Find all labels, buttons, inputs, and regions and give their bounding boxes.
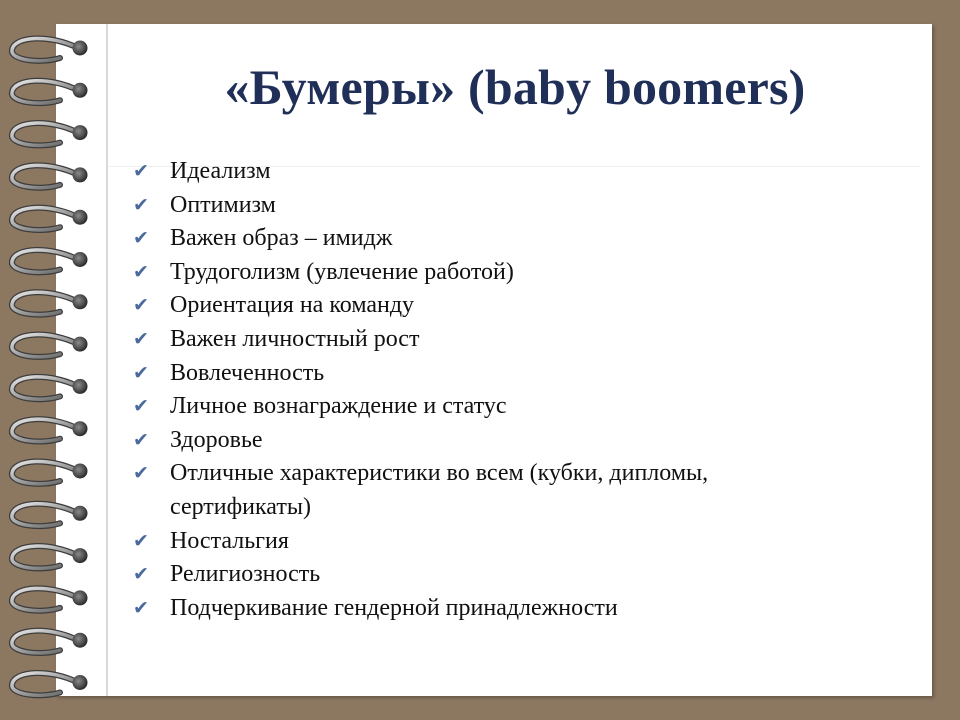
spiral-ring <box>12 377 88 399</box>
checkmark-icon: ✔ <box>133 193 149 216</box>
list-item-text: Важен образ – имидж <box>170 225 393 252</box>
spiral-ring <box>12 81 88 103</box>
list-item-text: Личное вознаграждение и статус <box>170 393 507 420</box>
list-item-text: Здоровье <box>170 426 263 453</box>
spiral-ring <box>12 631 88 653</box>
spiral-ring <box>12 165 88 187</box>
spiral-ring <box>12 504 88 526</box>
list-item <box>133 289 823 323</box>
list-item <box>133 390 823 424</box>
checkmark-icon: ✔ <box>133 361 149 384</box>
list-item <box>133 457 823 524</box>
checkmark-icon: ✔ <box>133 395 149 418</box>
checkmark-icon: ✔ <box>133 227 149 250</box>
list-item <box>133 558 823 592</box>
list-item-text: Ориентация на команду <box>170 292 415 319</box>
list-item <box>133 222 823 256</box>
list-item <box>133 592 823 626</box>
checkmark-icon: ✔ <box>133 529 149 552</box>
slide-title: «Бумеры» (baby boomers) <box>224 59 806 115</box>
spiral-ring <box>12 292 88 314</box>
checkmark-icon: ✔ <box>133 260 149 283</box>
spiral-ring <box>12 546 88 568</box>
list-item <box>133 189 823 223</box>
checkmark-icon: ✔ <box>133 294 149 317</box>
spiral-ring <box>12 335 88 357</box>
list-item <box>133 424 823 458</box>
spiral-ring <box>12 250 88 272</box>
list-item-text: Оптимизм <box>170 191 276 218</box>
spiral-ring <box>12 588 88 610</box>
checkmark-icon: ✔ <box>133 428 149 451</box>
list-item <box>133 323 823 357</box>
spiral-ring <box>12 208 88 230</box>
list-item-text: Отличные характеристики во всем (кубки, дипломы, сертификаты) <box>170 460 709 520</box>
spiral-ring <box>12 419 88 441</box>
checkmark-icon: ✔ <box>133 327 149 350</box>
spiral-ring <box>12 461 88 483</box>
spiral-ring <box>12 38 88 60</box>
spiral-binding <box>0 0 110 720</box>
list-item-text: Ностальгия <box>170 527 289 554</box>
list-item <box>133 525 823 559</box>
list-item-text: Важен личностный рост <box>170 325 420 352</box>
list-item-text: Вовлеченность <box>170 359 325 386</box>
spiral-ring <box>12 673 88 695</box>
list-item-text: Идеализм <box>170 158 271 184</box>
list-item <box>133 357 823 391</box>
bullet-list <box>133 155 823 625</box>
checkmark-icon: ✔ <box>133 596 149 619</box>
spiral-ring <box>12 123 88 145</box>
checkmark-icon: ✔ <box>133 160 149 182</box>
checkmark-icon: ✔ <box>133 563 149 586</box>
list-item-text: Религиозность <box>170 561 321 588</box>
list-item-text: Подчеркивание гендерной принадлежности <box>170 594 618 621</box>
list-item <box>133 155 823 189</box>
list-item <box>133 256 823 290</box>
list-item-text: Трудоголизм (увлечение работой) <box>170 258 514 285</box>
checkmark-icon: ✔ <box>133 462 149 485</box>
